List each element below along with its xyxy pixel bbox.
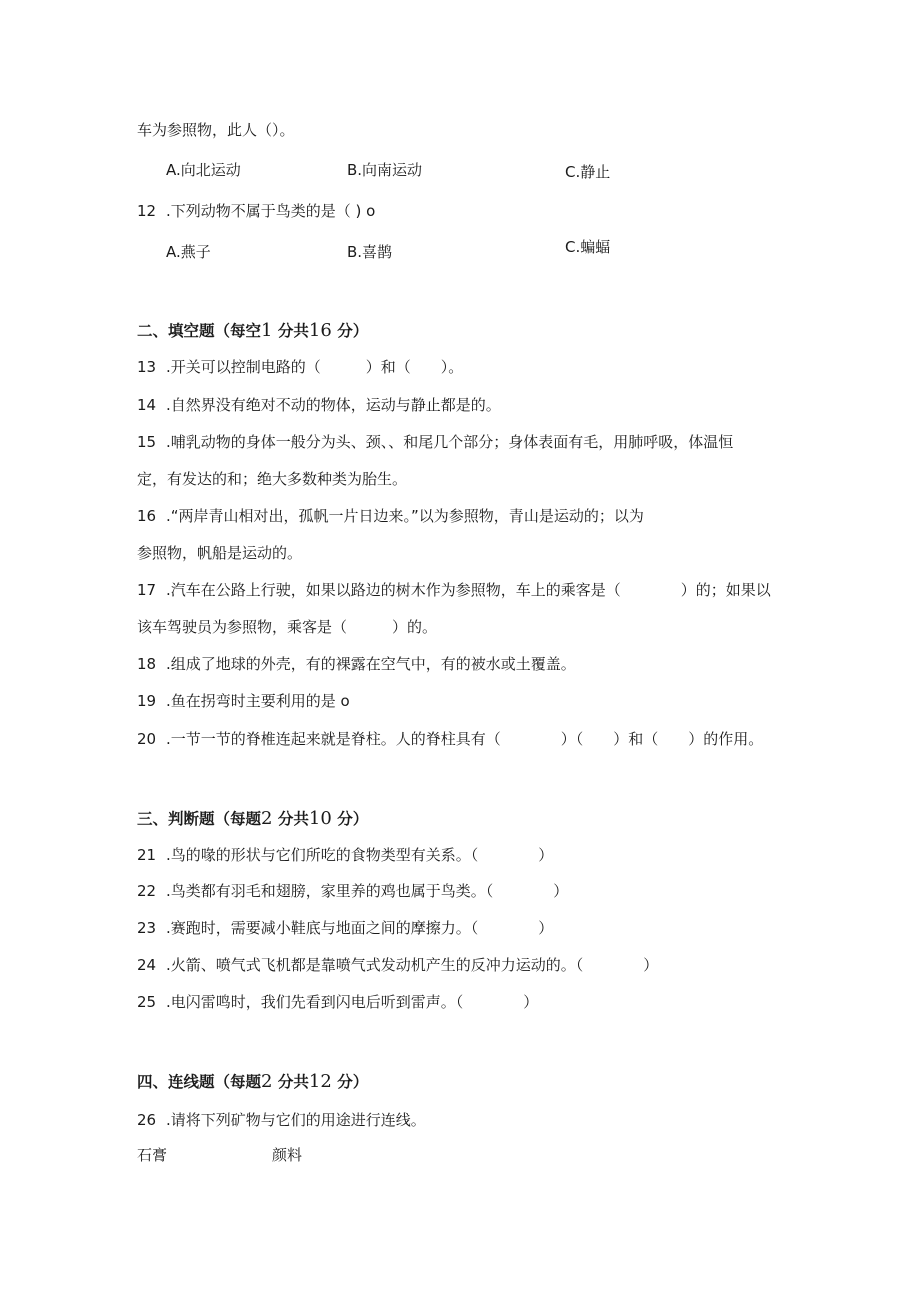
section-4-heading (137, 1071, 368, 1093)
heading-text: 分） (337, 1073, 369, 1091)
question-18 (137, 654, 576, 674)
question-text: .鸟的喙的形状与它们所吃的食物类型有关系。（ ） (166, 846, 554, 864)
question-text: .赛跑时，需要减小鞋底与地面之间的摩擦力。（ ） (166, 919, 554, 937)
question-text: .一节一节的脊椎连起来就是脊柱。人的脊柱具有（ ）（ ）和（ ）的作用。 (166, 730, 764, 748)
option-c: C.静止 (565, 163, 611, 181)
question-number: 23 (137, 919, 157, 937)
heading-number: 2 (261, 808, 273, 829)
question-text: .自然界没有绝对不动的物体，运动与静止都是的。 (166, 396, 501, 414)
question-text: .开关可以控制电路的（ ）和（ ）。 (166, 358, 464, 376)
question-text: .电闪雷鸣时，我们先看到闪电后听到雷声。（ ） (166, 993, 539, 1011)
heading-number: 12 (308, 1071, 332, 1092)
question-number: 18 (137, 655, 157, 673)
question-12 (137, 201, 375, 221)
question-number: 19 (137, 692, 157, 710)
heading-text: 分共 (277, 810, 309, 828)
question-text: .鸟类都有羽毛和翅膀，家里养的鸡也属于鸟类。（ ） (166, 882, 569, 900)
question-text: .鱼在拐弯时主要利用的是 o (166, 692, 350, 710)
section-3-heading (137, 808, 368, 830)
heading-number: 1 (261, 320, 273, 341)
question-text: .下列动物不属于鸟类的是（ ) o (166, 202, 376, 220)
question-text: .组成了地球的外壳，有的裸露在空气中，有的被水或土覆盖。 (166, 655, 576, 673)
question-17 (137, 580, 771, 600)
option-a: A.向北运动 (166, 161, 241, 179)
question-number: 24 (137, 956, 157, 974)
question-number: 26 (137, 1111, 157, 1129)
question-text: .火箭、喷气式飞机都是靠喷气式发动机产生的反冲力运动的。（ ） (166, 956, 659, 974)
option-b: B.向南运动 (347, 161, 423, 179)
question-text: .请将下列矿物与它们的用途进行连线。 (166, 1111, 426, 1129)
question-14 (137, 395, 501, 415)
option-a: A.燕子 (166, 243, 211, 261)
question-20 (137, 729, 763, 749)
question-11-continuation: 车为参照物，此人（）。 (137, 121, 295, 139)
heading-number: 16 (308, 320, 332, 341)
question-24 (137, 955, 658, 975)
question-number: 16 (137, 507, 157, 525)
heading-text: 分共 (277, 1073, 309, 1091)
question-22 (137, 881, 568, 901)
question-number: 15 (137, 433, 157, 451)
heading-text: 四、连线题（每题 (137, 1073, 262, 1091)
question-26 (137, 1110, 426, 1130)
question-text: .“两岸青山相对出，孤帆一片日边来。”以为参照物，青山是运动的；以为 (166, 507, 644, 525)
question-16 (137, 506, 644, 526)
heading-number: 10 (308, 808, 332, 829)
question-23 (137, 918, 553, 938)
question-number: 22 (137, 882, 157, 900)
question-number: 12 (137, 202, 157, 220)
mineral-item: 石膏 (137, 1146, 168, 1164)
question-19 (137, 691, 350, 711)
question-number: 25 (137, 993, 157, 1011)
question-number: 14 (137, 396, 157, 414)
question-number: 20 (137, 730, 157, 748)
question-16-continuation: 参照物，帆船是运动的。 (137, 544, 303, 562)
heading-text: 二、填空题（每空 (137, 322, 262, 340)
heading-text: 三、判断题（每题 (137, 810, 262, 828)
heading-text: 分） (337, 810, 369, 828)
question-13 (137, 357, 463, 377)
heading-text: 分） (337, 322, 369, 340)
question-text: .哺乳动物的身体一般分为头、颈、、和尾几个部分；身体表面有毛，用肺呼吸，体温恒 (166, 433, 734, 451)
heading-text: 分共 (277, 322, 309, 340)
question-number: 13 (137, 358, 157, 376)
question-15 (137, 432, 733, 452)
option-b: B.喜鹊 (347, 243, 393, 261)
question-21 (137, 845, 553, 865)
question-number: 17 (137, 581, 157, 599)
question-25 (137, 992, 538, 1012)
section-2-heading (137, 320, 368, 342)
question-text: .汽车在公路上行驶，如果以路边的树木作为参照物，车上的乘客是（ ）的；如果以 (166, 581, 771, 599)
use-item: 颜料 (272, 1146, 303, 1164)
heading-number: 2 (261, 1071, 273, 1092)
question-number: 21 (137, 846, 157, 864)
option-c: C.蝙蝠 (565, 238, 611, 256)
question-17-continuation: 该车驾驶员为参照物，乘客是（ ）的。 (137, 618, 438, 636)
question-15-continuation: 定，有发达的和；绝大多数种类为胎生。 (137, 470, 408, 488)
